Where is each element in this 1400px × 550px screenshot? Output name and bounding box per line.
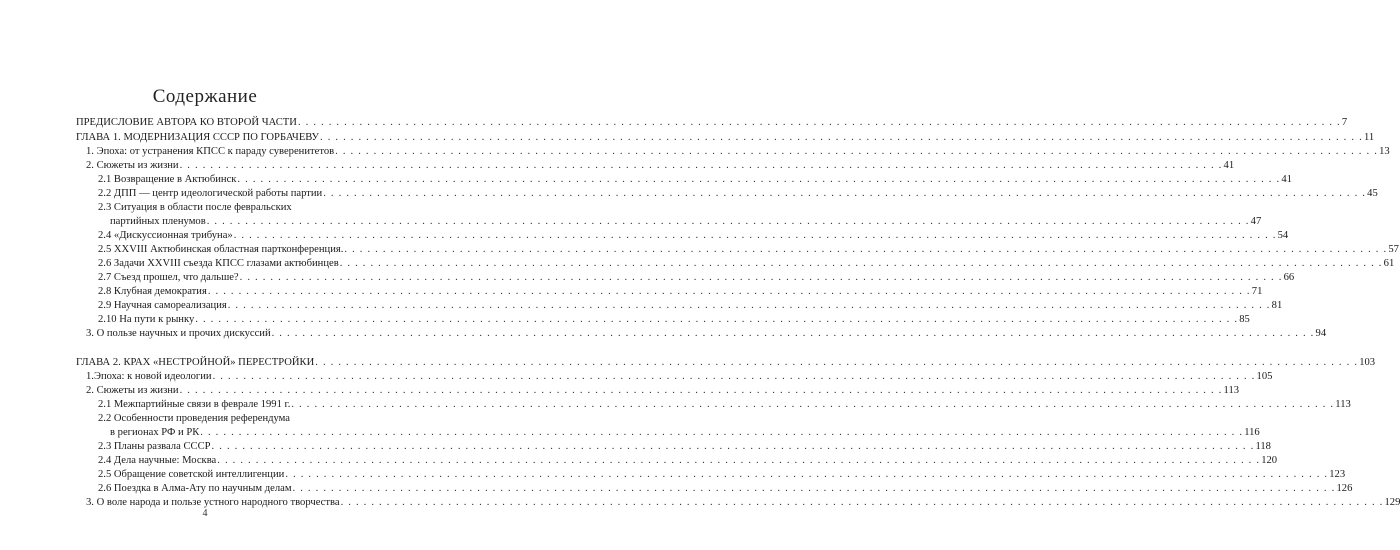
toc-entry-title: 2.6 Поездка в Алма-Ату по научным делам <box>98 483 292 494</box>
toc-entry <box>98 257 1395 271</box>
dot-leader <box>320 131 1363 145</box>
toc-entry-title: 2.2 ДПП — центр идеологической работы партии <box>98 188 323 199</box>
dot-leader <box>213 370 1256 384</box>
toc-entry-title: ГЛАВА 1. МОДЕРНИЗАЦИЯ СССР ПО ГОРБАЧЕВУ <box>76 132 319 143</box>
toc-entry-title: 2.7 Съезд прошел, что дальше? <box>98 272 239 283</box>
dot-leader <box>285 468 1328 482</box>
dot-leader <box>200 426 1243 440</box>
dot-leader <box>240 271 1283 285</box>
toc-entry-title: 2.4 «Дискуссионная трибуна» <box>98 230 233 241</box>
toc-entry-title: 2. Сюжеты из жизни <box>86 160 179 171</box>
toc-entry-title: 2.9 Научная самореализация <box>98 300 227 311</box>
toc-entry-title: 2.2 Особенности проведения референдума <box>98 413 291 424</box>
toc-entry <box>86 370 1273 384</box>
toc-entry-page: 129 <box>1384 497 1400 508</box>
dot-leader <box>291 398 1334 412</box>
toc-entry-title: 2.1 Межпартийные связи в феврале 1991 г. <box>98 399 291 410</box>
toc-entry-title: 2.4 Дела научные: Москва <box>98 455 217 466</box>
toc-entry-page: 66 <box>1283 272 1295 283</box>
dot-leader <box>298 116 1341 130</box>
toc-entry <box>110 215 1262 229</box>
dot-leader <box>234 229 1277 243</box>
toc-entry <box>98 187 1378 201</box>
toc-entry-page: 118 <box>1255 441 1271 452</box>
dot-leader <box>237 173 1280 187</box>
toc-entry-page: 7 <box>1341 117 1348 128</box>
toc-entry-page: 123 <box>1329 469 1346 480</box>
toc-entry-page: 116 <box>1244 427 1260 438</box>
toc-entry <box>98 299 1283 313</box>
toc-entry <box>76 131 1375 145</box>
toc-entry-page: 71 <box>1251 286 1263 297</box>
toc-entry-title: 2. Сюжеты из жизни <box>86 385 179 396</box>
toc-entry <box>98 482 1353 496</box>
toc-entry <box>76 116 1348 130</box>
toc-entry-title: ПРЕДИСЛОВИЕ АВТОРА КО ВТОРОЙ ЧАСТИ <box>76 117 297 128</box>
toc-entry <box>98 454 1278 468</box>
toc-entry-title: 1. Эпоха: от устранения КПСС к параду суверенитетов <box>86 146 335 157</box>
toc-entry-title-continuation: партийных пленумов <box>110 216 206 227</box>
toc-entry-title: 2.5 XXVIII Актюбинская областная партконференция. <box>98 244 344 255</box>
toc-entry-page: 94 <box>1315 328 1327 339</box>
dot-leader <box>344 243 1387 257</box>
toc-entry <box>86 384 1240 398</box>
toc-entry-page: 81 <box>1271 300 1283 311</box>
toc-entry-page: 113 <box>1335 399 1351 410</box>
dot-leader <box>315 356 1358 370</box>
toc-entry <box>98 243 1399 257</box>
toc-entry-title: 2.6 Задачи XXVIII съезда КПСС глазами актюбинцев <box>98 258 339 269</box>
dot-leader <box>335 145 1378 159</box>
dot-leader <box>341 496 1384 510</box>
page-number: 4 <box>202 508 208 519</box>
toc-entry-title: 1.Эпоха: к новой идеологии <box>86 371 212 382</box>
toc-entry <box>98 398 1351 412</box>
dot-leader <box>217 454 1260 468</box>
toc-entry <box>86 327 1327 341</box>
toc-entry-page: 45 <box>1367 188 1378 199</box>
toc-entry <box>98 313 1250 327</box>
toc-entry-title: 2.5 Обращение советской интеллигенции <box>98 469 285 480</box>
dot-leader <box>212 440 1255 454</box>
dot-leader <box>208 285 1251 299</box>
toc-entry-page: 126 <box>1336 483 1353 494</box>
dot-leader <box>180 384 1223 398</box>
toc-entry <box>98 468 1346 482</box>
dot-leader <box>228 299 1271 313</box>
toc-entry-page: 120 <box>1261 455 1278 466</box>
toc-entry-page: 41 <box>1281 174 1292 185</box>
toc-entry-page: 47 <box>1250 216 1262 227</box>
toc-entry <box>98 285 1263 299</box>
toc-entry-title: 2.3 Ситуация в области после февральских <box>98 202 292 213</box>
toc-entry-title: 2.3 Планы развала СССР <box>98 441 211 452</box>
toc-entry-page: 61 <box>1383 258 1395 269</box>
dot-leader <box>293 482 1336 496</box>
toc-entry <box>76 356 1376 370</box>
toc-entry-page: 105 <box>1256 371 1273 382</box>
toc-entry-title-continuation: в регионах РФ и РК <box>110 427 200 438</box>
dot-leader <box>272 327 1315 341</box>
dot-leader <box>340 257 1383 271</box>
toc-entry <box>86 145 1390 159</box>
dot-leader <box>323 187 1366 201</box>
toc-entry-page: 113 <box>1223 385 1240 396</box>
toc-entry-page: 11 <box>1363 132 1375 143</box>
toc-entry-title: 2.10 На пути к рынку <box>98 314 195 325</box>
page-title: Содержание <box>152 86 258 107</box>
toc-entry <box>98 229 1289 243</box>
toc-entry <box>110 426 1260 440</box>
toc-entry-title: 3. О воле народа и пользе устного народного творчества <box>86 497 340 508</box>
toc-entry-page: 85 <box>1239 314 1250 325</box>
dot-leader <box>180 159 1223 173</box>
dot-leader <box>195 313 1238 327</box>
toc-entry-title: 3. О пользе научных и прочих дискуссий <box>86 328 271 339</box>
toc-entry-page: 54 <box>1277 230 1289 241</box>
toc-entry-page: 41 <box>1223 160 1235 171</box>
toc-entry <box>86 159 1235 173</box>
toc-entry-title: 2.1 Возвращение в Актюбинск <box>98 174 237 185</box>
toc-entry <box>98 271 1295 285</box>
toc-entry-page: 13 <box>1379 146 1390 157</box>
toc-entry <box>98 173 1292 187</box>
toc-entry-page: 57 <box>1388 244 1399 255</box>
toc-entry <box>98 440 1271 454</box>
toc-entry-title: 2.8 Клубная демократия <box>98 286 207 297</box>
toc-entry-page: 103 <box>1359 357 1376 368</box>
dot-leader <box>207 215 1250 229</box>
toc-entry-title: ГЛАВА 2. КРАХ «НЕСТРОЙНОЙ» ПЕРЕСТРОЙКИ <box>76 357 315 368</box>
